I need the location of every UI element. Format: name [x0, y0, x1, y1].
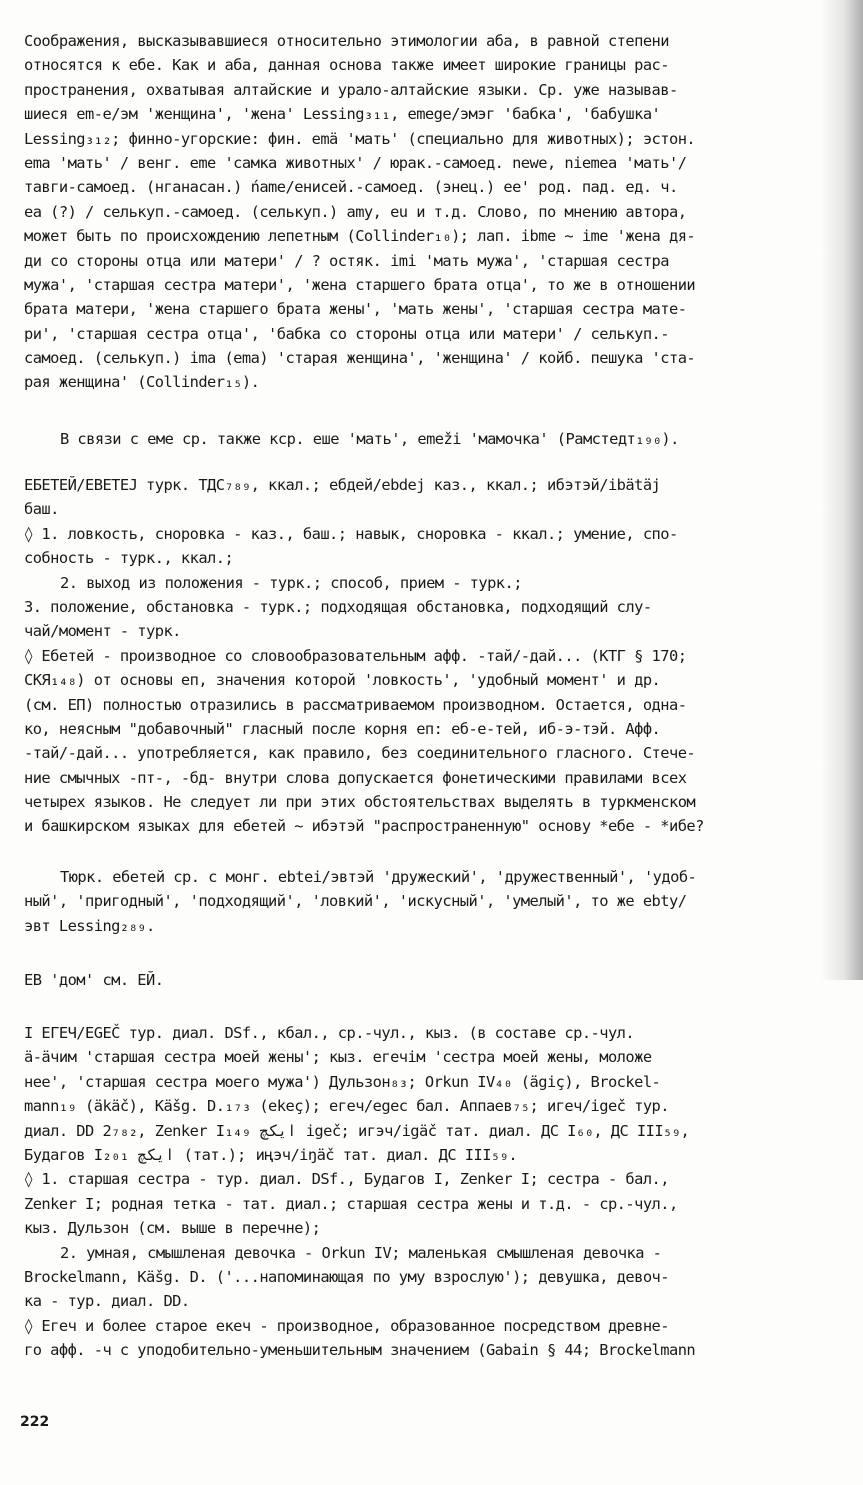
paragraph-aba-etymology — [24, 29, 839, 395]
text-line: и башкирском языках для ебетей ~ ибэтэй "распространенную" основу *ебе - *ибе? — [24, 817, 704, 836]
entry-ev — [24, 968, 839, 992]
text-line: четырех языков. Не следует ли при этих обстоятельствах выделять в туркменском — [24, 793, 696, 812]
text-line: баш. — [24, 500, 59, 519]
text-line: нее', 'старшая сестра моего мужа') Дульзон₈₃; Orkun IV₄₀ (ägiç), Brockel- — [24, 1072, 661, 1091]
text-line: mann₁₉ (äkäč), Käšg. D.₁₇₃ (ekeç); егеч/egeс бал. Аппаев₇₅; игеч/igeč тур. — [24, 1097, 669, 1116]
text-line: ка - тур. диал. DD. — [24, 1292, 190, 1311]
text-line: тавги-самоед. (нганасан.) ńame/енисей.-самоед. (энец.) ee' род. пад. ед. ч. — [24, 178, 678, 197]
text-line: ◊ Егеч и более старое екеч - производное, образованное посредством древне- — [24, 1316, 669, 1335]
text-line: мужа', 'старшая сестра матери', 'жена старшего брата отца', то же в отношении — [24, 275, 696, 294]
text-line: го афф. -ч с уподобительно-уменьшительным значением (Gabain § 44; Brockelmann — [24, 1341, 696, 1360]
text-line: Lessing₃₁₂; финно-угорские: фин. emä 'мать' (специально для животных); эстон. — [24, 129, 696, 148]
text-line: I ЕГЕЧ/EGEČ тур. диал. DSf., кбал., ср.-чул., кыз. (в составе ср.-чул. — [24, 1024, 635, 1042]
text-line: ный', 'пригодный', 'подходящий', 'ловкий', 'искусный', 'умелый', то же ebty/ — [24, 892, 687, 911]
text-line: эвт Lessing₂₈₉. — [24, 916, 155, 935]
text-line: ние смычных -пт-, -бд- внутри слова допускается фонетическими правилами всех — [24, 768, 687, 787]
text-line: Brockelmann, Käšg. D. ('...напоминающая по уму взрослую'); девушка, девоч- — [24, 1267, 669, 1286]
paragraph-eme-relation — [24, 427, 839, 451]
text-line: -тай/-дай... употребляется, как правило, без соединительного гласного. Стече- — [24, 744, 696, 763]
text-line: ◊ Ебетей - производное со словообразовательным афф. -тай/-дай... (КТГ § 170; — [24, 646, 687, 665]
text-line: ЕВ 'дом' см. ЕЙ. — [24, 971, 164, 989]
text-line: собность - турк., ккал.; — [24, 549, 234, 568]
text-line: самоед. (селькуп.) ima (ema) 'старая женщина', 'женщина' / койб. пешука 'ста- — [24, 349, 696, 368]
text-line: ema 'мать' / венг. eme 'самка животных' / юрак.-самоед. newe, niemea 'мать'/ — [24, 153, 687, 172]
text-line: ди со стороны отца или матери' / ? остяк. imi 'мать мужа', 'старшая сестра — [24, 251, 669, 270]
text-line: пространения, охватывая алтайские и урало-алтайские языки. Ср. уже называв- — [24, 80, 678, 99]
text-line: (см. ЕП) полностью отразились в рассматриваемом производном. Остается, одна- — [24, 695, 687, 714]
text-line: 2. умная, смышленая девочка - Orkun IV; маленькая смышленая девочка - — [60, 1243, 662, 1262]
text-line: может быть по происхождению лепетным (Collinder₁₀); лап. ibme ~ ime 'жена дя- — [24, 227, 696, 246]
text-line: ко, неясным "добавочный" гласный после корня еп: еб-е-тей, иб-э-тэй. Афф. — [24, 719, 661, 738]
text-line: 3. положение, обстановка - турк.; подходящая обстановка, подходящий слу- — [24, 597, 652, 616]
text-line: Будагов I₂₀₁ ﺍﻳﻜﭻ (тат.); иңэч/iŋäč тат. диал. ДС III₅₉. — [24, 1145, 518, 1164]
entry-egech — [24, 1021, 839, 1362]
text-line: 2. выход из положения - турк.; способ, прием - турк.; — [60, 573, 522, 592]
text-line: Соображения, высказывавшиеся относительно этимологии аба, в равной степени — [24, 32, 669, 50]
text-line: рая женщина' (Collinder₁₅). — [24, 373, 260, 392]
text-line: ◊ 1. ловкость, сноровка - каз., баш.; навык, сноровка - ккал.; умение, спо- — [24, 524, 678, 543]
page-number: 222 — [20, 1414, 50, 1430]
entry-ebetei — [24, 473, 839, 839]
text-line: чай/момент - турк. — [24, 622, 181, 641]
text-line: ea (?) / селькуп.-самоед. (селькуп.) amy, eu и т.д. Слово, по мнению автора, — [24, 202, 687, 221]
text-line: кыз. Дульзон (см. выше в перечне); — [24, 1219, 321, 1238]
text-line: диал. DD 2₇₈₂, Zenker I₁₄₉ ﺍﻳﻜﭻ igeč; игэч/igäč тат. диал. ДС I₆₀, ДС III₅₉, — [24, 1121, 690, 1140]
text-line: Zenker I; родная тетка - тат. диал.; старшая сестра жены и т.д. - ср.-чул., — [24, 1194, 678, 1213]
text-line: относятся к ебе. Как и аба, данная основа также имеет широкие границы рас- — [24, 56, 669, 75]
text-line: ри', 'старшая сестра отца', 'бабка со стороны отца или матери' / селькуп.- — [24, 324, 669, 343]
text-line: В связи с еме ср. также кср. еше 'мать', emeži 'мамочка' (Рамстедт₁₉₀). — [60, 430, 679, 448]
text-line: брата матери, 'жена старшего брата жены', 'мать жены', 'старшая сестра мате- — [24, 300, 687, 319]
paragraph-ebetei-mongolian — [24, 865, 839, 938]
text-line: СКЯ₁₄₈) от основы еп, значения которой 'ловкость', 'удобный момент' и др. — [24, 671, 661, 690]
text-line: ä-äчим 'старшая сестра моей жены'; кыз. егечім 'сестра моей жены, моложе — [24, 1048, 652, 1067]
text-line: шиеся em-e/эм 'женщина', 'жена' Lessing₃₁₁, emege/эмэг 'бабка', 'бабушка' — [24, 105, 661, 124]
text-line: ЕБЕТЕЙ/EBETEJ турк. ТДС₇₈₉, ккал.; ебдей/ebdej каз., ккал.; ибэтэй/ibätäj — [24, 476, 661, 494]
text-line: ◊ 1. старшая сестра - тур. диал. DSf., Будагов I, Zenker I; сестра - бал., — [24, 1170, 669, 1189]
text-line: Тюрк. ебетей ср. с монг. ebtei/эвтэй 'дружеский', 'дружественный', 'удоб- — [60, 868, 697, 886]
